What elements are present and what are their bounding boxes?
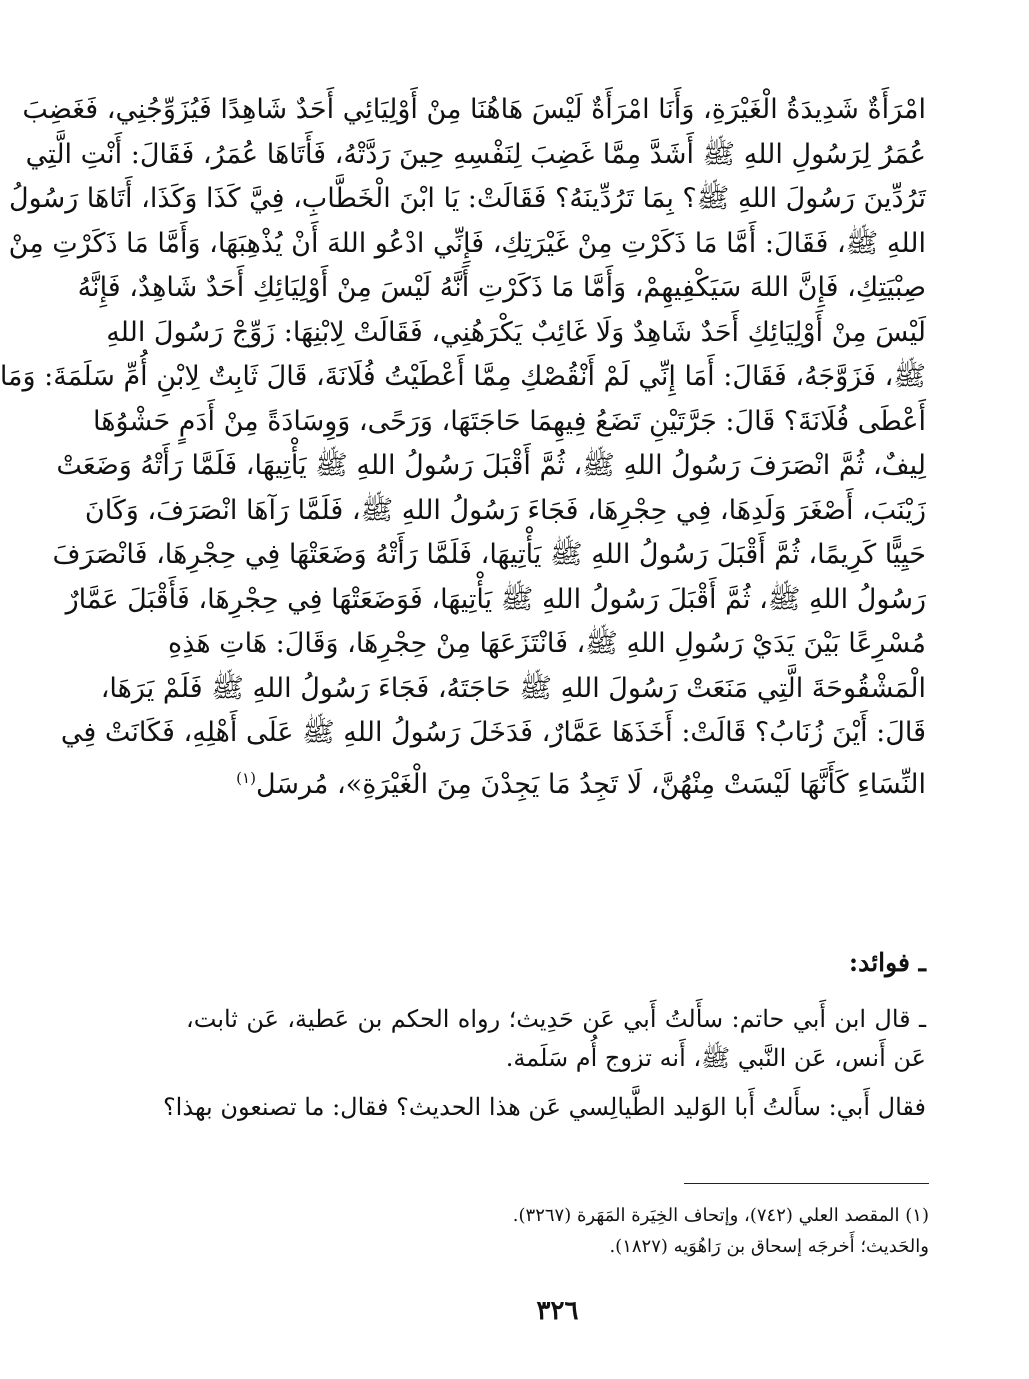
hadith-line: لَيْسَ مِنْ أَوْلِيَائِكِ أَحَدٌ شَاهِدٌ وَلَا غَائِبٌ يَكْرَهُنِي، فَقَالَتْ لِابْنِهَا: زَوِّجْ رَسُولَ اللهِ (106, 316, 926, 348)
hadith-line: النِّسَاءِ كَأَنَّهَا لَيْسَتْ مِنْهُنَّ، لَا تَجِدُ مَا يَجِدْنَ مِنَ الْغَيْرَةِ»، مُرسَل$^{(١)}$ (236, 768, 926, 800)
footnote-marker: (١) (236, 768, 256, 787)
fawaid-paragraph (162, 1088, 926, 1127)
hadith-text-block (0, 88, 926, 807)
hadith-line: أَعْطَى فُلَانَةَ؟ قَالَ: جَرَّتَيْنِ تَضَعُ فِيهِمَا حَاجَتَهَا، وَرَحًى، وَوِسَادَةً مِنْ أَدَمٍ حَشْوُهَا (93, 405, 926, 437)
hadith-line: مُسْرِعًا بَيْنَ يَدَيْ رَسُولِ اللهِ ﷺ، فَانْتَزَعَهَا مِنْ حِجْرِهَا، وَقَالَ: هَاتِ هَذِهِ (168, 628, 926, 659)
fawaid-line: عَن أَنس، عَن النَّبي ﷺ، أَنه تزوج أُم سَلَمة. (505, 1044, 926, 1072)
fawaid-heading: ـ فوائد: (848, 948, 926, 977)
footnote-line: والحَديث؛ أَخرجَه إسحاق بن رَاهُوَيه (١٨٢٧). (609, 1236, 929, 1257)
fawaid-line: ـ قال ابن أَبي حاتم: سأَلتُ أَبي عَن حَدِيث؛ رواه الحكم بن عَطية، عَن ثابت، (186, 1005, 926, 1033)
footnotes (189, 1200, 929, 1262)
footnote-line: (١) المقصد العلي (٧٤٢)، وإتحاف الخِيَرة المَهَرة (٣٢٦٧). (512, 1205, 929, 1226)
footnote-separator (684, 1183, 929, 1184)
fawaid-section (162, 1000, 926, 1137)
page-number: ٣٢٦ (536, 1296, 579, 1326)
hadith-line: زَيْنَبَ، أَصْغَرَ وَلَدِهَا، فِي حِجْرِهَا، فَجَاءَ رَسُولُ اللهِ ﷺ، فَلَمَّا رَآهَا انْصَرَفَ، وَكَانَ (84, 494, 926, 526)
fawaid-paragraph (186, 1000, 926, 1078)
hadith-line: حَيِيًّا كَرِيمًا، ثُمَّ أَقْبَلَ رَسُولُ اللهِ ﷺ يَأْتِيهَا، فَلَمَّا رَأَتْهُ وَضَعَتْهَا فِي حِجْرِهَا، فَانْصَرَفَ (52, 539, 926, 570)
hadith-line: عُمَرُ لِرَسُولِ اللهِ ﷺ أَشَدَّ مِمَّا غَضِبَ لِنَفْسِهِ حِينَ رَدَّتْهُ، فَأَتَاهَا عُمَرُ، فَقَالَ: أَنْتِ الَّتِي (25, 138, 926, 170)
hadith-line: تَرُدِّينَ رَسُولَ اللهِ ﷺ؟ بِمَا تَرُدِّينَهُ؟ فَقَالَتْ: يَا ابْنَ الْخَطَّابِ، فِيَّ كَذَا وَكَذَا، أَتَاهَا رَسُولُ (9, 183, 926, 214)
hadith-line: قَالَ: أَيْنَ زُنَابُ؟ قَالَتْ: أَخَذَهَا عَمَّارٌ، فَدَخَلَ رَسُولُ اللهِ ﷺ عَلَى أَهْلِهِ، فَكَانَتْ فِي (60, 717, 926, 748)
hadith-line: رَسُولُ اللهِ ﷺ، ثُمَّ أَقْبَلَ رَسُولُ اللهِ ﷺ يَأْتِيهَا، فَوَضَعَتْهَا فِي حِجْرِهَا، فَأَقْبَلَ عَمَّارٌ (65, 583, 926, 615)
hadith-paragraph (0, 88, 926, 807)
hadith-line: ﷺ، فَزَوَّجَهُ، فَقَالَ: أَمَا إِنِّي لَمْ أَنْقُصْكِ مِمَّا أَعْطَيْتُ فُلَانَةَ، قَالَ ثَابِتٌ لِابْنِ أُمِّ سَلَمَةَ: وَمَا (0, 361, 926, 392)
hadith-line: اللهِ ﷺ، فَقَالَ: أَمَّا مَا ذَكَرْتِ مِنْ غَيْرَتِكِ، فَإِنِّي ادْعُو اللهَ أَنْ يُذْهِبَهَا، وَأَمَّا مَا ذَكَرْتِ مِنْ (8, 227, 926, 259)
hadith-line: صِبْيَتِكِ، فَإِنَّ اللهَ سَيَكْفِيهِمْ، وَأَمَّا مَا ذَكَرْتِ أَنَّهُ لَيْسَ مِنْ أَوْلِيَائِكِ أَحَدٌ شَاهِدٌ، فَإِنَّهُ (77, 272, 926, 303)
hadith-line: امْرَأَةٌ شَدِيدَةُ الْغَيْرَةِ، وَأَنَا امْرَأَةٌ لَيْسَ هَاهُنَا مِنْ أَوْلِيَائِي أَحَدٌ شَاهِدًا فَيُزَوِّجُنِي، فَغَضِبَ (22, 94, 926, 125)
fawaid-line: فقال أَبي: سأَلتُ أَبا الوَليد الطَّيالِسي عَن هذا الحديث؟ فقال: ما تصنعون بهذا؟ (162, 1093, 926, 1121)
hadith-line: لِيفٌ، ثُمَّ انْصَرَفَ رَسُولُ اللهِ ﷺ، ثُمَّ أَقْبَلَ رَسُولُ اللهِ ﷺ يَأْتِيهَا، فَلَمَّا رَأَتْهُ وَضَعَتْ (56, 450, 926, 481)
hadith-line: الْمَشْقُوحَةَ الَّتِي مَنَعَتْ رَسُولَ اللهِ ﷺ حَاجَتَهُ، فَجَاءَ رَسُولُ اللهِ ﷺ فَلَمْ يَرَهَا، (100, 672, 926, 704)
